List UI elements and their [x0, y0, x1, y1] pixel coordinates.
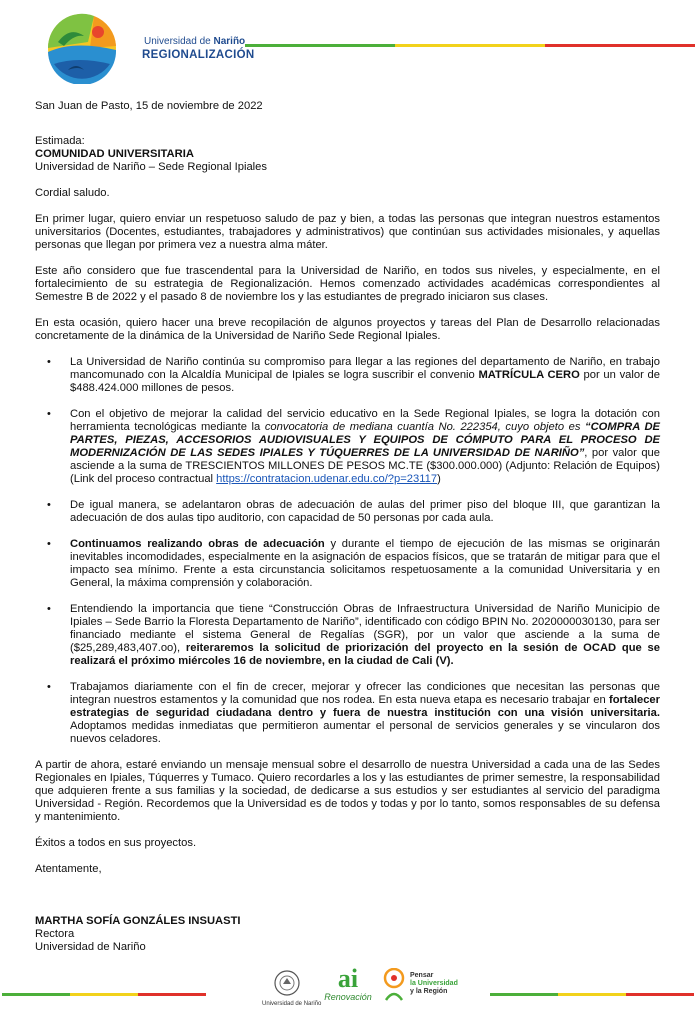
bullet-icon: • [47, 603, 51, 615]
closing-sincerely: Atentamente, [35, 863, 102, 875]
footer-logo-renovacion: ai Renovación [318, 966, 378, 1002]
recipient-org: Universidad de Nariño – Sede Regional Ipiales [35, 161, 267, 173]
footer-stripe-red [138, 993, 206, 996]
landscape-emblem-icon [34, 12, 134, 84]
regionalizacion-logo [34, 12, 255, 84]
footer-stripe-red-right [626, 993, 694, 996]
signer-org: Universidad de Nariño [35, 941, 146, 953]
header-stripe-yellow [395, 44, 545, 47]
logo-regionalizacion-text: REGIONALIZACIÓN [142, 49, 255, 61]
date-line: San Juan de Pasto, 15 de noviembre de 2022 [35, 100, 263, 112]
greeting: Cordial saludo. [35, 187, 110, 199]
list-item: • La Universidad de Nariño continúa su compromiso para llegar a las regiones del departamento de Nariño, en trabajo mancomunado con la Alcaldía Municipal de Ipiales se logra suscribir el convenio MATRÍCULA CERO por un valor de $488.424.000 millones de pesos. [47, 356, 660, 394]
ai-mark: ai [337, 964, 359, 993]
footer-stripe-green-right [490, 993, 558, 996]
list-item: • Entendiendo la importancia que tiene “Construcción Obras de Infraestructura Universidad de Nariño Municipio de Ipiales – Sede Barrio la Floresta Departamento de Nariño”, identificado con código BPIN No. 2020000030130, para ser financiado mediante el sistema General de Regalías (SGR), por un valor que asciende a la suma de ($25,289,483,407.oo), reiteraremos la solicitud de priorización del proyecto en la sesión de OCAD que se realizará el próximo miércoles 16 de noviembre, en la ciudad de Cali (V). [47, 603, 660, 667]
footer-stripe-yellow [70, 993, 138, 996]
bullet-icon: • [47, 499, 51, 511]
logo-university-name: Universidad de Nariño [144, 36, 246, 47]
projects-list [35, 356, 660, 746]
footer: Universidad de Nariño ai Renovación Pensar la Universidad y la Región [0, 960, 696, 1036]
signer-name: MARTHA SOFÍA GONZÁLES INSUASTI [35, 915, 241, 927]
header-stripe-green [245, 44, 395, 47]
contract-process-link[interactable]: https://contratacion.udenar.edu.co/?p=23117 [216, 473, 438, 485]
paragraph-monthly-message: A partir de ahora, estaré enviando un mensaje mensual sobre el desarrollo de nuestra Universidad a cada una de las Sedes Regionales en Ipiales, Túquerres y Tumaco. Quiero recordarles a los y las estudiantes de primer semestre, la responsabilidad que adquieren frente a sus familias y la sociedad, de dedicarse a sus estudios y ser estudiantes al servicio del paradigma Universidad - Región. Recordemos que la Universidad es de todos y todas y por lo tanto, somos responsables de su defensa y mantenimiento. [35, 759, 660, 823]
signer-title: Rectora [35, 928, 75, 940]
bullet-icon: • [47, 408, 51, 420]
closing-wishes: Éxitos a todos en sus proyectos. [35, 837, 197, 849]
list-item: • Trabajamos diariamente con el fin de crecer, mejorar y ofrecer las condiciones que necesitan las personas que integran nuestros estamentos y la comunidad que nos rodea. En esta nueva etapa es necesario trabajar en fortalecer estrategias de seguridad ciudadana dentro y fuera de nuestra institución con una visión universitaria. Adoptamos medidas inmediatas que permitieron aumentar el personal de servicios generales y se vincularon dos nuevos celadores. [47, 681, 660, 745]
footer-stripe-green [2, 993, 70, 996]
list-item: • De igual manera, se adelantaron obras de adecuación de aulas del primer piso del bloque III, que garantizan la adecuación de dos aulas tipo auditorio, con capacidad de 50 personas por cada aula. [47, 499, 660, 524]
bullet-icon: • [47, 356, 51, 368]
letterhead [0, 0, 696, 100]
letter-body [35, 100, 660, 954]
footer-stripe-yellow-right [558, 993, 626, 996]
person-figure-icon [382, 968, 406, 1002]
list-item: • Con el objetivo de mejorar la calidad del servicio educativo en la Sede Regional Ipiales, se logra la dotación con herramienta tecnológicas mediante la convocatoria de mediana cuantía No. 222354, cuyo objeto es “COMPRA DE PARTES, PIEZAS, ACCESORIOS AUDIOVISUALES Y EQUIPOS DE CÓMPUTO PARA EL PROCESO DE MODERNIZACIÓN DE LAS SEDES IPIALES Y TÚQUERRES DE LA UNIVERSIDAD DE NARIÑO”, por valor que asciende a la suma de TRESCIENTOS MILLONES DE PESOS MC.TE ($300.000.000) (Adjunto: Relación de Equipos) (Link del proceso contractual https://contratacion.udenar.edu.co/?p=23117) [47, 408, 660, 485]
recipient: COMUNIDAD UNIVERSITARIA [35, 148, 194, 160]
paragraph-regionalization: Este año considero que fue trascendental para la Universidad de Nariño, en todos sus niveles, y especialmente, en el fortalecimiento de su estrategia de Regionalización. Hemos comenzado actividades académicas correspondientes al Semestre B de 2022 y el pasado 8 de noviembre los y las estudiantes de pregrado iniciaron sus clases. [35, 265, 660, 303]
header-stripe-red [545, 44, 695, 47]
bullet-icon: • [47, 538, 51, 550]
bullet-icon: • [47, 681, 51, 693]
paragraph-intro: En primer lugar, quiero enviar un respetuoso saludo de paz y bien, a todas las personas que integran nuestros estamentos universitarios (Docentes, estudiantes, trabajadores y administrativos) que continúan sus actividades misionales, y aquellas personas que llegan por primera vez a nuestra alma máter. [35, 213, 660, 251]
paragraph-projects-intro: En esta ocasión, quiero hacer una breve recopilación de algunos proyectos y tareas del Plan de Desarrollo relacionadas concretamente de la dinámica de la Universidad de Nariño Sede Regional Ipiales. [35, 317, 660, 342]
footer-logo-university: Universidad de Nariño [262, 970, 312, 1007]
list-item: • Continuamos realizando obras de adecuación y durante el tiempo de ejecución de las mismas se originarán inevitables incomodidades, especialmente en la asignación de espacios físicos, que se tratarán de mitigar para que el impacto sea mínimo. Frente a esta circunstancia solicitamos respetuosamente a la comunidad Universitaria y en General, la máxima comprensión y colaboración. [47, 538, 661, 589]
salutation: Estimada: [35, 135, 85, 147]
university-seal-icon [274, 970, 300, 996]
